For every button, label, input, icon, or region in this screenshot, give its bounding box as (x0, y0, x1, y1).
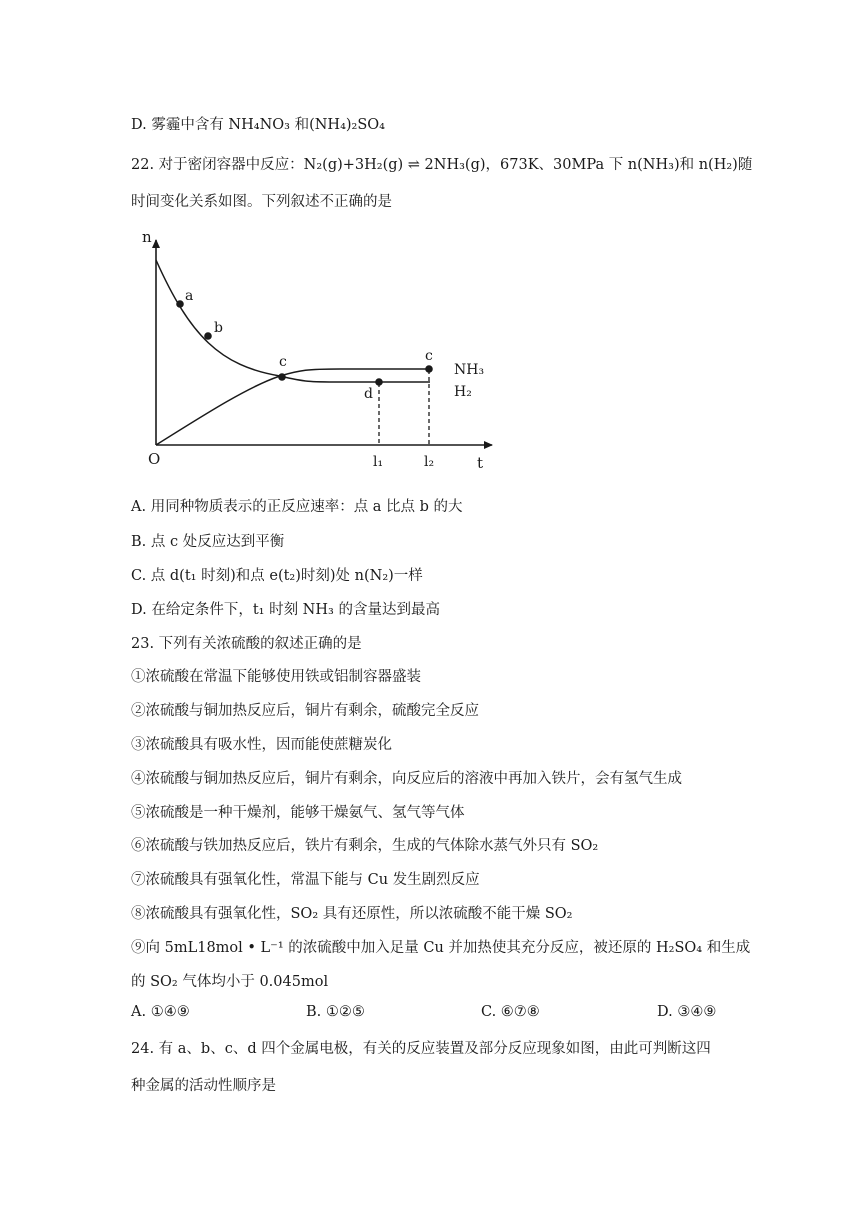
q21-option-d: D. 雾霾中含有 NH₄NO₃ 和(NH₄)₂SO₄ (131, 117, 385, 133)
point-a (176, 300, 184, 308)
q23-statement-3: ③浓硫酸具有吸水性，因而能使蔗糖炭化 (131, 737, 392, 753)
q23-options (131, 1004, 731, 1026)
q23-statement-2: ②浓硫酸与铜加热反应后，铜片有剩余，硫酸完全反应 (131, 703, 479, 719)
tick-t1: l₁ (373, 454, 384, 470)
q23-statement-4: ④浓硫酸与铜加热反应后，铜片有剩余，向反应后的溶液中再加入铁片，会有氢气生成 (131, 771, 682, 787)
nh3-curve (156, 369, 430, 445)
point-d (375, 378, 383, 386)
q22-stem-line1: 22. 对于密闭容器中反应：N₂(g)+3H₂(g) ⇌ 2NH₃(g)，673K、30MPa 下 n(NH₃)和 n(H₂)随 (131, 157, 753, 173)
label-h2: H₂ (454, 384, 472, 400)
q22-option-a: A. 用同种物质表示的正反应速率：点 a 比点 b 的大 (131, 499, 463, 515)
q23-statement-6: ⑥浓硫酸与铁加热反应后，铁片有剩余，生成的气体除水蒸气外只有 SO₂ (131, 838, 599, 854)
q23-statement-9-line2: 的 SO₂ 气体均小于 0.045mol (131, 974, 329, 990)
label-c: c (279, 354, 287, 370)
tick-t2: l₂ (424, 454, 435, 470)
y-axis-label: n (142, 228, 152, 246)
q22-stem-line2: 时间变化关系如图。下列叙述不正确的是 (131, 194, 392, 210)
point-c (278, 373, 286, 381)
q23-statement-9-line1: ⑨向 5mL18mol • L⁻¹ 的浓硫酸中加入足量 Cu 并加热使其充分反应，被还原的 H₂SO₄ 和生成 (131, 940, 751, 956)
label-b: b (214, 320, 223, 336)
point-e (425, 365, 433, 373)
q23-statement-1: ①浓硫酸在常温下能够使用铁或铝制容器盛装 (131, 669, 421, 685)
label-nh3: NH₃ (454, 362, 485, 378)
q22-option-c: C. 点 d(t₁ 时刻)和点 e(t₂)时刻)处 n(N₂)一样 (131, 568, 423, 584)
q23-stem: 23. 下列有关浓硫酸的叙述正确的是 (131, 636, 362, 652)
h2-curve (156, 260, 430, 382)
origin-label: O (148, 450, 161, 468)
q22-option-d: D. 在给定条件下，t₁ 时刻 NH₃ 的含量达到最高 (131, 602, 440, 618)
label-e: c (425, 348, 433, 364)
q23-statement-7: ⑦浓硫酸具有强氧化性，常温下能与 Cu 发生剧烈反应 (131, 872, 480, 888)
q23-option-b: B. ①②⑤ (306, 1004, 365, 1020)
point-b (204, 332, 212, 340)
q23-statement-8: ⑧浓硫酸具有强氧化性，SO₂ 具有还原性，所以浓硫酸不能干燥 SO₂ (131, 906, 573, 922)
q24-stem-line2: 种金属的活动性顺序是 (131, 1078, 276, 1094)
label-d: d (364, 386, 373, 402)
label-a: a (185, 288, 194, 304)
q22-graph (140, 226, 510, 476)
q22-option-b: B. 点 c 处反应达到平衡 (131, 534, 285, 550)
q23-option-d: D. ③④⑨ (657, 1004, 717, 1020)
q23-statement-5: ⑤浓硫酸是一种干燥剂，能够干燥氨气、氢气等气体 (131, 805, 465, 821)
q23-option-a: A. ①④⑨ (131, 1004, 190, 1020)
q23-option-c: C. ⑥⑦⑧ (481, 1004, 540, 1020)
x-axis-label: t (477, 454, 484, 472)
q24-stem-line1: 24. 有 a、b、c、d 四个金属电极，有关的反应装置及部分反应现象如图，由此可判断这四 (131, 1041, 711, 1057)
